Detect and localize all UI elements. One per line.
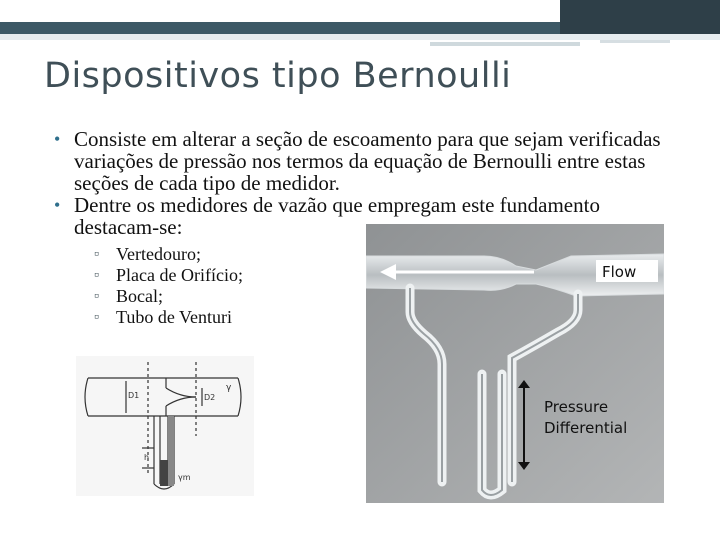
bullet-item bbox=[52, 128, 672, 194]
label-d2: D2 bbox=[204, 393, 216, 402]
sub-bullet-item: ▫ Vertedouro; bbox=[94, 244, 201, 264]
venturi-photo-drawing bbox=[366, 224, 664, 503]
square-bullet-icon: ▫ bbox=[94, 268, 99, 283]
label-h: h bbox=[144, 453, 150, 462]
sub-bullet-item: ▫ Bocal; bbox=[94, 286, 163, 306]
orifice-diagram-drawing bbox=[76, 356, 254, 496]
slide-title: Dispositivos tipo Bernoulli bbox=[44, 56, 512, 96]
header-bar-corner bbox=[560, 0, 720, 34]
pressure-label-line2: Differential bbox=[544, 419, 628, 437]
sub-bullet-item: ▫ Tubo de Venturi bbox=[94, 307, 233, 327]
label-d1: D1 bbox=[128, 391, 140, 400]
square-bullet-icon: ▫ bbox=[94, 289, 99, 304]
bullet-text: Consiste em alterar a seção de escoamento para que sejam verificadas variações de pressão nos termos da equação de Bernoulli entre estas seções de cada tipo de medidor. bbox=[74, 127, 661, 195]
square-bullet-icon: ▫ bbox=[94, 310, 99, 325]
label-gamma-m: γm bbox=[178, 473, 191, 482]
venturi-photo bbox=[366, 224, 664, 503]
bullet-text: Dentre os medidores de vazão que empregam este fundamento destacam-se: bbox=[74, 193, 600, 239]
bullet-dot-icon: • bbox=[54, 129, 61, 149]
sub-bullet-item: ▫ Placa de Orifício; bbox=[94, 265, 243, 285]
label-gamma: γ bbox=[226, 383, 232, 393]
square-bullet-icon: ▫ bbox=[94, 247, 99, 262]
header-accent bbox=[430, 42, 580, 46]
flow-label: Flow bbox=[602, 263, 637, 281]
pressure-label-line1: Pressure bbox=[544, 398, 609, 416]
bullet-dot-icon: • bbox=[54, 195, 61, 215]
orifice-diagram bbox=[76, 356, 254, 496]
header-accent-small bbox=[600, 40, 670, 43]
